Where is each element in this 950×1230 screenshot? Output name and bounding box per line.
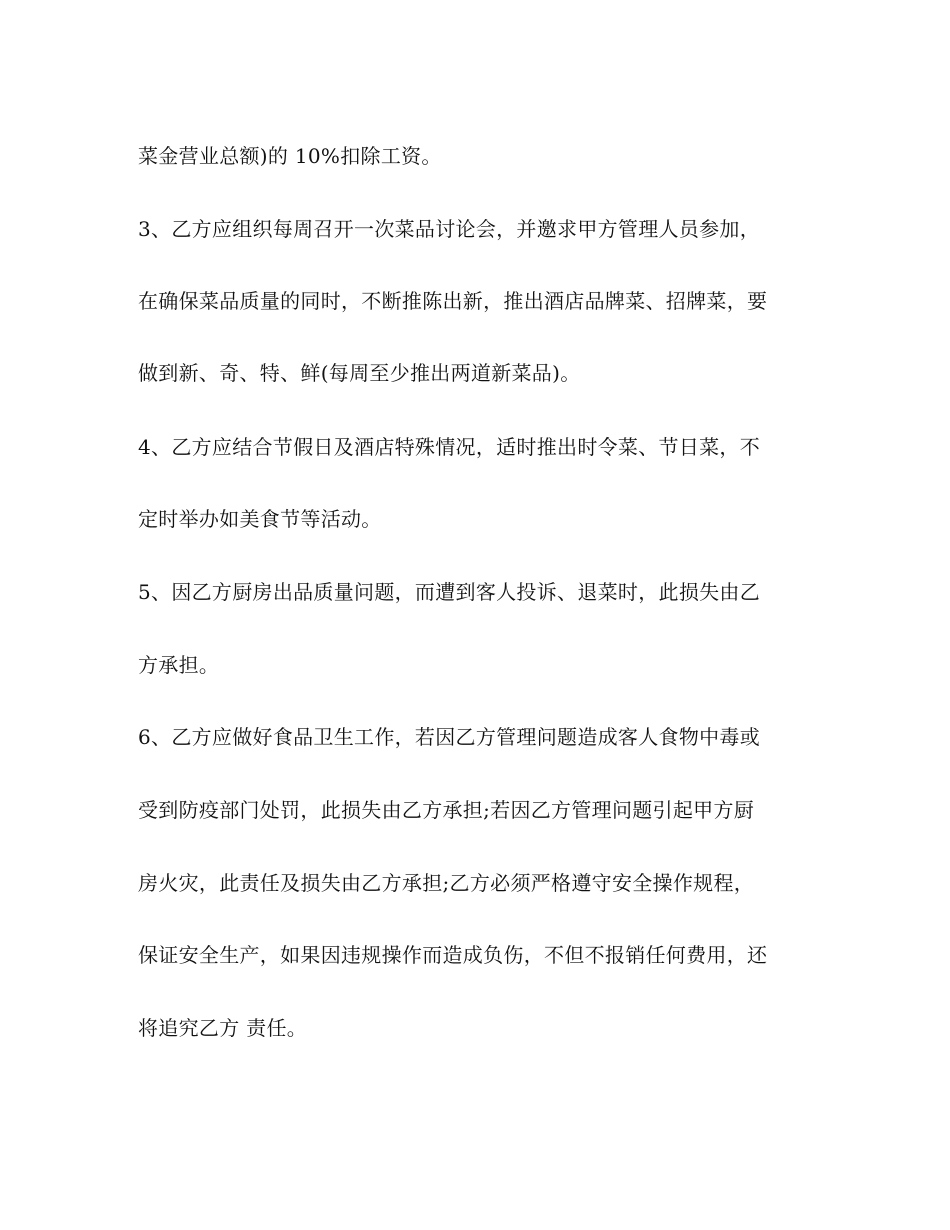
text-line: 3、乙方应组织每周召开一次菜品讨论会，并邀求甲方管理人员参加， xyxy=(138,217,761,241)
text-line: 6、乙方应做好食品卫生工作，若因乙方管理问题造成客人食物中毒或 xyxy=(138,725,761,749)
text-line: 菜金营业总额)的 10%扣除工资。 xyxy=(138,144,442,168)
text-line: 4、乙方应结合节假日及酒店特殊情况，适时推出时令菜、节日菜，不 xyxy=(138,435,761,459)
text-line: 方承担。 xyxy=(138,653,220,677)
text-line: 在确保菜品质量的同时，不断推陈出新，推出酒店品牌菜、招牌菜，要 xyxy=(138,289,768,313)
text-line: 受到防疫部门处罚，此损失由乙方承担;若因乙方管理问题引起甲方厨 xyxy=(138,798,755,822)
text-line: 定时举办如美食节等活动。 xyxy=(138,507,382,531)
text-line: 将追究乙方 责任。 xyxy=(138,1016,308,1040)
text-line: 房火灾，此责任及损失由乙方承担;乙方必须严格遵守安全操作规程， xyxy=(138,871,755,895)
text-line: 保证安全生产，如果因违规操作而造成负伤，不但不报销任何费用，还 xyxy=(138,943,768,967)
text-line: 5、因乙方厨房出品质量问题，而遭到客人投诉、退菜时，此损失由乙 xyxy=(138,580,761,604)
text-line: 做到新、奇、特、鲜(每周至少推出两道新菜品)。 xyxy=(138,361,581,385)
